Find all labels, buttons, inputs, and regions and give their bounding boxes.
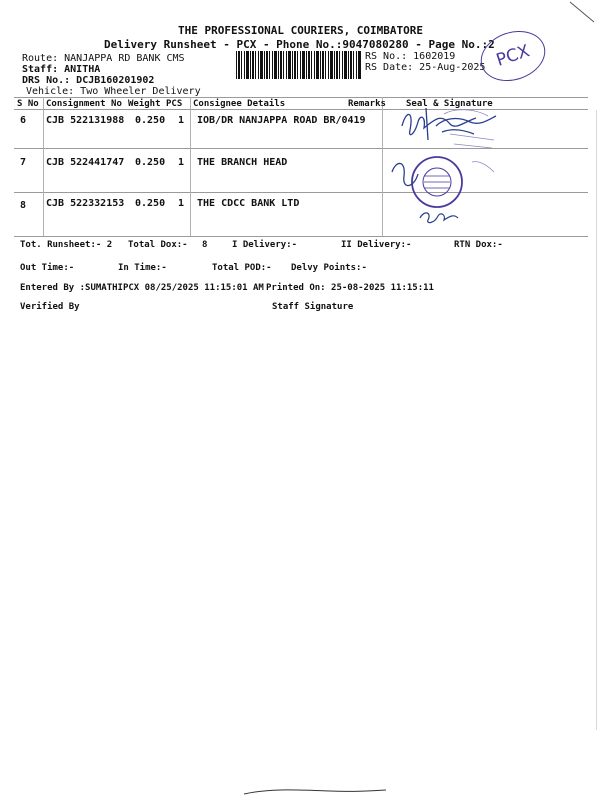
row-pcs: 1 <box>178 198 185 209</box>
row-weight: 0.250 <box>135 157 166 168</box>
out-time: Out Time:- <box>20 263 75 273</box>
column-divider <box>43 97 44 236</box>
vehicle-info: Vehicle: Two Wheeler Delivery <box>26 86 201 97</box>
col-header-weight: Weight <box>128 99 161 109</box>
tot-runsheet: Tot. Runsheet:- 2 <box>20 240 113 250</box>
col-header-remarks: Remarks <box>348 99 386 109</box>
total-dox-label: Total Dox:- <box>128 240 188 250</box>
row-consignee: IOB/DR NANJAPPA ROAD BR/0419 <box>197 115 366 126</box>
scan-edge-line <box>596 110 597 730</box>
col-header-sno: S No <box>17 99 39 109</box>
row-consignee: THE CDCC BANK LTD <box>197 198 300 209</box>
company-title: THE PROFESSIONAL COURIERS, COIMBATORE <box>178 24 424 37</box>
row-consignee: THE BRANCH HEAD <box>197 157 288 168</box>
runsheet-title: Delivery Runsheet - PCX - Phone No.:9047080280 - Page No.:2 <box>104 38 495 51</box>
column-divider <box>190 97 191 236</box>
pcx-stamp-text: PCX <box>493 41 533 71</box>
seal-signature-area <box>384 100 564 240</box>
table-top-rule <box>14 97 588 98</box>
scan-mark-icon <box>240 782 390 796</box>
rs-number: RS No.: 1602019 <box>365 51 456 62</box>
i-delivery: I Delivery:- <box>232 240 298 250</box>
printed-on: Printed On: 25-08-2025 11:15:11 <box>266 283 434 293</box>
row-consignment: CJB 522131988 <box>46 115 125 126</box>
round-bank-stamp-icon <box>392 157 462 207</box>
in-time: In Time:- <box>118 263 167 273</box>
route-info: Route: NANJAPPA RD BANK CMS <box>22 53 185 64</box>
staff-info: Staff: ANITHA <box>22 64 101 75</box>
total-pod: Total POD:- <box>212 263 272 273</box>
row-pcs: 1 <box>178 115 185 126</box>
entered-by: Entered By :SUMATHIPCX 08/25/2025 11:15:01 AM <box>20 283 264 293</box>
ii-delivery: II Delivery:- <box>341 240 412 250</box>
pcx-stamp <box>474 23 552 89</box>
row-pcs: 1 <box>178 157 185 168</box>
col-header-seal-signature: Seal & Signature <box>406 99 493 109</box>
barcode-icon <box>236 51 362 79</box>
signature-2-icon <box>420 213 458 223</box>
row-sno: 6 <box>20 115 27 126</box>
row-consignment: CJB 522332153 <box>46 198 125 209</box>
col-header-consignment: Consignment No <box>46 99 122 109</box>
staff-signature-label: Staff Signature <box>272 302 354 312</box>
drs-number: DRS No.: DCJB160201902 <box>22 75 155 86</box>
row-weight: 0.250 <box>135 115 166 126</box>
col-header-consignee: Consignee Details <box>193 99 286 109</box>
rtn-dox: RTN Dox:- <box>454 240 503 250</box>
column-divider <box>382 97 383 236</box>
delvy-points: Delvy Points:- <box>291 263 367 273</box>
rs-date: RS Date: 25-Aug-2025 <box>365 62 486 73</box>
row-sno: 7 <box>20 157 27 168</box>
total-dox-value: 8 <box>202 240 208 250</box>
verified-by: Verified By <box>20 302 80 312</box>
col-header-pcs: PCS <box>166 99 183 109</box>
row-sno: 8 <box>20 200 27 211</box>
corner-mark-icon <box>566 0 600 26</box>
row-weight: 0.250 <box>135 198 166 209</box>
row-consignment: CJB 522441747 <box>46 157 125 168</box>
